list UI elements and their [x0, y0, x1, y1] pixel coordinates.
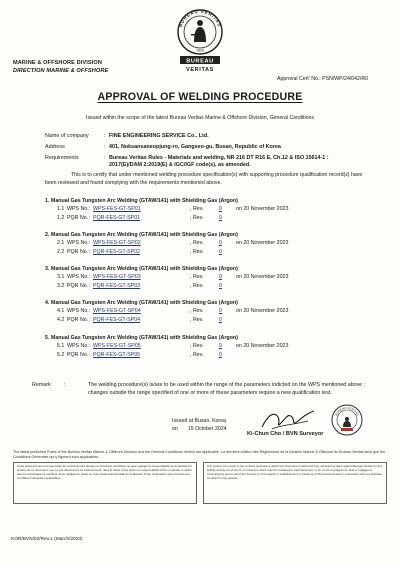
company-value: FINE ENGINEERING SERVICE Co., Ltd. — [109, 133, 209, 139]
issue-details — [172, 418, 227, 433]
pqr-row: 2.2 PQR No. : PQR-FES-GT-SP02 , Rev. 0 — [57, 249, 222, 255]
form-reference: KOR/BVN/02/Rev.1 (March/2023) — [11, 537, 83, 542]
wps-row: 5.1 WPS No. : WPS-FES-GT-SP05 , Rev. 0 on 20 November 2023 — [57, 343, 289, 349]
pqr-number: PQR-FES-GT-SP04 — [93, 317, 141, 323]
signer-name: Ki-Chun Cho / BVN Surveyor — [247, 431, 324, 437]
certificate-page: MARINE & OFFSHORE DIVISION DIRECTION MARINE & OFFSHORE BUREAU VERITAS 1828 BUREAU VERITAS Approval Cert' No.: PSN/WP/24/042/R0 APPROVAL OF WELDING PROCEDURE Issued within the scope of the latest Bureau Veritas Marine & Offshore Division, General Conditions Name of company : FINE ENGINEERING SERVICE Co., Ltd. Address : 401, Noksansaneopjung-ro, Gangseo-gu, Busan, Republic of Korea Requirements : Bureau Veritas Rules - Materials and welding, NR 216 DT R16 E, Ch.12 & ISO 15614-1 : 2017(E)/DAM 2:2019(E) & IGC/IGF code(s), as amended. This is to certify that under mentioned welding procedure specification(s) with supporting procedure qualification record(s) have been reviewed and found complying with the requirements mentioned above. 1. Manual Gas Tungsten Arc Welding (GTAW/141) with Shielding Gas (Argon) 1.1 WPS No. : WPS-FES-GT-SP01 , Rev. 0 on 20 November 2023 1.2 PQR No. : PQR-FES-GT-SP01 , Rev. 0 2. Manual Gas Tungsten Arc Welding (GTAW/141) with Shielding Gas (Argon) 2.1 WPS No. : WPS-FES-GT-SP02 , Rev. 0 on 20 November 2023 2.2 PQR No. : PQR-FES-GT-SP02 , Rev. 0 3. Manual Gas Tungsten Arc Welding (GTAW/141) with Shielding Gas (Argon) 3.1 WPS No. : WPS-FES-GT-SP03 , Rev. 0 on 20 November 2023 3.2 PQR No. : PQR-FES-GT-SP03 , Rev. 0 4. Manual Gas Tungsten Arc Welding (GTAW/141) with Shielding Gas (Argon) 4.1 WPS No. : WPS-FES-GT-SP04 , Rev. 0 on 20 November 2023 4.2 PQR No. : PQR-FES-GT-SP04 , Rev. 0 5. Manual Gas Tungsten Arc Welding (GTAW/141) with Shielding Gas (Argon) 5.1 WPS No. : WPS-FES-GT-SP05 , Rev. 0 on 20 November 2023 5.2 PQR No. : PQR-FES-GT-SP05 , Rev. 0 Remark : The welding procedure(s) is/are to be used within the range of the parameters indicted on the WPS mentioned above ; changes outside the range specified of one or more of these parameters require a new qualification test. Issued at Busan, Korea on 15 October 2024 Ki-Chun Cho / BVN Surveyor BUREAU VERITAS The latest published Rules of the Bureau Veritas Marine & Offshore Division and the General Conditions therein are applicable. La dernière édition des Règlements de la Division Marine & Offshore du Bureau Veritas ainsi que les Conditions Générales qui y figurent sont applicables. Toute personne qui n'est pas partie au contrat au titre duquel ce document est délivré ne peut engager la responsabilité de la Société sur la base de ce document, que ce soit directement ou indirectement, dans le cadre d'une action en responsabilité civile ou pénale, à moins que les dommages ne résultent d'une négligence grave ou d'une faute intentionnelle de la Société. Toute réclamation sera soumise aux Conditions Générales applicables. Any person not a party to the contract pursuant to which this document is delivered may not assert a claim against Bureau Veritas for any liability arising out of errors or omissions which may be contained in said document, or for errors of judgement, fault or negligence committed by personnel of the Society or of its Agents in establishment or issuance of this document and in connection with any activities for which it may provide. KOR/BVN/02/Rev.1 (March/2023) — [0, 0, 400, 565]
approval-date: on 20 November 2023 — [236, 274, 289, 280]
procedure-block: 4. Manual Gas Tungsten Arc Welding (GTAW/141) with Shielding Gas (Argon) 4.1 WPS No. : WPS-FES-GT-SP04 , Rev. 0 on 20 November 2023 4.2 PQR No. : PQR-FES-GT-SP04 , Rev. 0 — [45, 300, 365, 325]
requirements-value: Bureau Veritas Rules - Materials and welding, NR 216 DT R16 E, Ch.12 & ISO 15614-1 : 2017(E)/DAM 2:2019(E) & IGC/IGF code(s), as amended. — [109, 155, 329, 168]
wps-number: WPS-FES-GT-SP05 — [93, 343, 141, 349]
document-title: APPROVAL OF WELDING PROCEDURE — [97, 91, 303, 103]
wps-row: 4.1 WPS No. : WPS-FES-GT-SP04 , Rev. 0 on 20 November 2023 — [57, 308, 289, 314]
pqr-number: PQR-FES-GT-SP05 — [93, 352, 141, 358]
bureau-veritas-logo — [172, 6, 228, 74]
stamp-text: BUREAU VERITAS — [334, 405, 360, 417]
procedure-title: Manual Gas Tungsten Arc Welding (GTAW/141) with Shielding Gas (Argon) — [50, 198, 238, 204]
certification-statement: This is to certify that under mentioned welding procedure specification(s) with supporting procedure qualification record(s) have been reviewed and found complying with the requirements mentioned above. — [45, 172, 363, 186]
issue-place: Issued at Busan, Korea — [172, 418, 226, 424]
approval-date: on 20 November 2023 — [236, 343, 289, 349]
general-conditions-note: The latest published Rules of the Bureau Veritas Marine & Offshore Division and the General Conditions therein are applicable. La dernière édition des Règlements de la Division Marine & Offshore du Bureau Veritas ainsi que les Conditions Générales qui y figurent sont applicables. — [13, 450, 385, 459]
wps-number: WPS-FES-GT-SP04 — [93, 308, 141, 314]
company-label: Name of company — [45, 133, 89, 139]
approval-date: on 20 November 2023 — [236, 206, 289, 212]
address-value: 401, Noksansaneopjung-ro, Gangseo-gu, Busan, Republic of Korea — [109, 144, 281, 150]
logo-ring-text: BUREAU VERITAS — [177, 8, 223, 28]
procedure-block: 1. Manual Gas Tungsten Arc Welding (GTAW/141) with Shielding Gas (Argon) 1.1 WPS No. : WPS-FES-GT-SP01 , Rev. 0 on 20 November 2023 1.2 PQR No. : PQR-FES-GT-SP01 , Rev. 0 — [45, 198, 365, 223]
pqr-number: PQR-FES-GT-SP02 — [93, 249, 141, 255]
division-name: MARINE & OFFSHORE DIVISION — [13, 60, 102, 66]
procedure-title: Manual Gas Tungsten Arc Welding (GTAW/141) with Shielding Gas (Argon) — [50, 335, 238, 341]
procedure-block: 3. Manual Gas Tungsten Arc Welding (GTAW/141) with Shielding Gas (Argon) 3.1 WPS No. : WPS-FES-GT-SP03 , Rev. 0 on 20 November 2023 3.2 PQR No. : PQR-FES-GT-SP03 , Rev. 0 — [45, 266, 365, 291]
division-subtitle: DIRECTION MARINE & OFFSHORE — [13, 68, 109, 74]
procedure-block: 5. Manual Gas Tungsten Arc Welding (GTAW/141) with Shielding Gas (Argon) 5.1 WPS No. : WPS-FES-GT-SP05 , Rev. 0 on 20 November 2023 5.2 PQR No. : PQR-FES-GT-SP05 , Rev. 0 — [45, 335, 365, 360]
logo-brand-line1: BUREAU — [186, 58, 214, 65]
wps-number: WPS-FES-GT-SP03 — [93, 274, 141, 280]
wps-row: 3.1 WPS No. : WPS-FES-GT-SP03 , Rev. 0 on 20 November 2023 — [57, 274, 289, 280]
address-label: Address — [45, 144, 65, 150]
logo-year: 1828 — [196, 48, 204, 53]
wps-row: 1.1 WPS No. : WPS-FES-GT-SP01 , Rev. 0 on 20 November 2023 — [57, 206, 289, 212]
pqr-row: 1.2 PQR No. : PQR-FES-GT-SP01 , Rev. 0 — [57, 215, 222, 221]
division-header — [13, 59, 108, 75]
address-row: Address : 401, Noksansaneopjung-ro, Gangseo-gu, Busan, Republic of Korea — [45, 144, 375, 152]
pqr-number: PQR-FES-GT-SP03 — [93, 283, 141, 289]
wps-number: WPS-FES-GT-SP02 — [93, 240, 141, 246]
liability-notice-english: Any person not a party to the contract pursuant to which this document is delivered may not assert a claim against Bureau Veritas for any liability arising out of errors or omissions which may be contained in said document, or for errors of judgement, fault or negligence committed by personnel of the Society or of its Agents in establishment or issuance of this document and in connection with any activities for which it may provide. — [203, 462, 387, 504]
wps-row: 2.1 WPS No. : WPS-FES-GT-SP02 , Rev. 0 on 20 November 2023 — [57, 240, 289, 246]
logo-brand-line2: VERITAS — [185, 67, 215, 73]
procedure-title: Manual Gas Tungsten Arc Welding (GTAW/141) with Shielding Gas (Argon) — [50, 300, 238, 306]
procedure-block: 2. Manual Gas Tungsten Arc Welding (GTAW/141) with Shielding Gas (Argon) 2.1 WPS No. : WPS-FES-GT-SP02 , Rev. 0 on 20 November 2023 2.2 PQR No. : PQR-FES-GT-SP02 , Rev. 0 — [45, 232, 365, 257]
remark-label: Remark — [32, 382, 51, 388]
wps-number: WPS-FES-GT-SP01 — [93, 206, 141, 212]
remark-text: The welding procedure(s) is/are to be used within the range of the parameters indicted on the WPS mentioned above ; changes outside the range specified of one or more of these parameters require a new qualification test. — [88, 382, 366, 396]
issue-date: on 15 October 2024 — [172, 425, 227, 432]
procedure-title: Manual Gas Tungsten Arc Welding (GTAW/141) with Shielding Gas (Argon) — [50, 232, 238, 238]
pqr-row: 5.2 PQR No. : PQR-FES-GT-SP05 , Rev. 0 — [57, 352, 222, 358]
approval-cert-number: Approval Cert' No.: PSN/WP/24/042/R0 — [277, 76, 368, 82]
pqr-number: PQR-FES-GT-SP01 — [93, 215, 141, 221]
procedure-title: Manual Gas Tungsten Arc Welding (GTAW/141) with Shielding Gas (Argon) — [50, 266, 238, 272]
surveyor-signature — [258, 407, 318, 433]
liability-notice-french: Toute personne qui n'est pas partie au contrat au titre duquel ce document est délivré ne peut engager la responsabilité de la Société sur la base de ce document, que ce soit directement ou indirectement, dans le cadre d'une action en responsabilité civile ou pénale, à moins que les dommages ne résultent d'une négligence grave ou d'une faute intentionnelle de la Société. Toute réclamation sera soumise aux Conditions Générales applicables. — [13, 462, 197, 504]
requirements-label: Requirements — [45, 155, 79, 161]
approval-date: on 20 November 2023 — [236, 308, 289, 314]
logo-figure-icon — [191, 20, 206, 42]
bureau-veritas-stamp — [331, 404, 363, 436]
scope-statement: Issued within the scope of the latest Bureau Veritas Marine & Offshore Division, General Conditions — [86, 115, 314, 121]
pqr-row: 4.2 PQR No. : PQR-FES-GT-SP04 , Rev. 0 — [57, 317, 222, 323]
requirements-row: Requirements : Bureau Veritas Rules - Materials and welding, NR 216 DT R16 E, Ch.12 & ISO 15614-1 : 2017(E)/DAM 2:2019(E) & IGC/IGF code(s), as amended. — [45, 155, 375, 170]
approval-date: on 20 November 2023 — [236, 240, 289, 246]
company-row: Name of company : FINE ENGINEERING SERVICE Co., Ltd. — [45, 133, 375, 141]
pqr-row: 3.2 PQR No. : PQR-FES-GT-SP03 , Rev. 0 — [57, 283, 222, 289]
